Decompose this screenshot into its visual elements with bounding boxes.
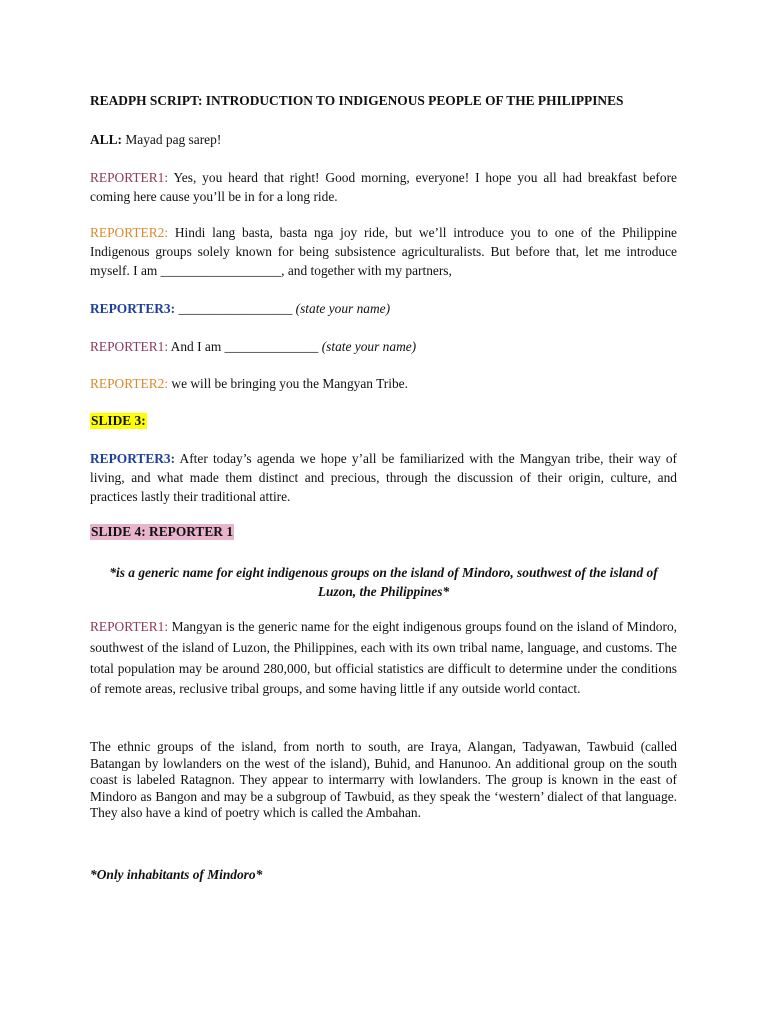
line-text: Mayad pag sarep! [122, 132, 222, 147]
line-text: After today’s agenda we hope y’all be familiarized with the Mangyan tribe, their way of living, and what made them distinct and precious, through the discussion of their origin, culture, and practices lastly their traditional attire. [90, 451, 677, 504]
speaker-label: ALL: [90, 132, 122, 147]
stage-note: (state your name) [321, 339, 417, 354]
slide-note-mindoro: *Only inhabitants of Mindoro* [90, 867, 263, 882]
speaker-label: REPORTER2: [90, 225, 169, 240]
line-reporter3-agenda [90, 449, 677, 506]
ethnic-groups-paragraph: The ethnic groups of the island, from north to south, are Iraya, Alangan, Tadyawan, Tawbuid (called Batangan by lowlanders on the west of the island), Buhid, and Hanunoo. An additional group on the south coast is labeled Ratagnon. They appear to intermarry with lowlanders. The group is known in the east of Mindoro as Bangon and may be a subgroup of Tawbuid, as they speak the ‘western’ dialect of that language. They also have a kind of poetry which is called the Ambahan. [90, 739, 677, 820]
speaker-label: REPORTER1: [90, 339, 169, 354]
line-text: Mangyan is the generic name for the eight indigenous groups found on the island of Mindoro, southwest of the island of Luzon, the Philippines, each with its own tribal name, language, and customs. The total population may be around 280,000, but official statistics are difficult to determine under the conditions of remote areas, reclusive tribal groups, and some having little if any outside world contact. [90, 619, 677, 697]
line-all [90, 130, 677, 149]
line-reporter2-tribe [90, 374, 677, 393]
speaker-label: REPORTER3: [90, 451, 176, 466]
document-title: READPH SCRIPT: INTRODUCTION TO INDIGENOUS PEOPLE OF THE PHILIPPINES [90, 93, 624, 108]
line-reporter1-mangyan [90, 617, 677, 700]
line-text: Yes, you heard that right! Good morning, everyone! I hope you all had breakfast before coming here cause you’ll be in for a long ride. [90, 170, 677, 204]
speaker-label: REPORTER1: [90, 170, 169, 185]
slide-note-generic-name: *is a generic name for eight indigenous groups on the island of Mindoro, southwest of the island of Luzon, the Philippines* [109, 565, 658, 599]
line-text: we will be bringing you the Mangyan Tribe. [168, 376, 408, 391]
line-text: Hindi lang basta, basta nga joy ride, but we’ll introduce you to one of the Philippine Indigenous groups solely known for being subsistence agriculturalists. But before that, let me introduce myself. I am __________________, and together with my partners, [90, 225, 677, 278]
line-text: And I am ______________ [168, 339, 322, 354]
slide-3-heading: SLIDE 3: [91, 413, 146, 428]
line-reporter1-name [90, 337, 677, 356]
line-text: _________________ [175, 301, 296, 316]
speaker-label: REPORTER1: [90, 619, 169, 634]
speaker-label: REPORTER2: [90, 376, 169, 391]
line-reporter1-greeting [90, 168, 677, 206]
line-reporter3-name [90, 299, 677, 318]
slide-4-heading: SLIDE 4: REPORTER 1 [91, 524, 234, 539]
stage-note: (state your name) [295, 301, 391, 316]
line-reporter2-intro [90, 223, 677, 280]
speaker-label: REPORTER3: [90, 301, 176, 316]
